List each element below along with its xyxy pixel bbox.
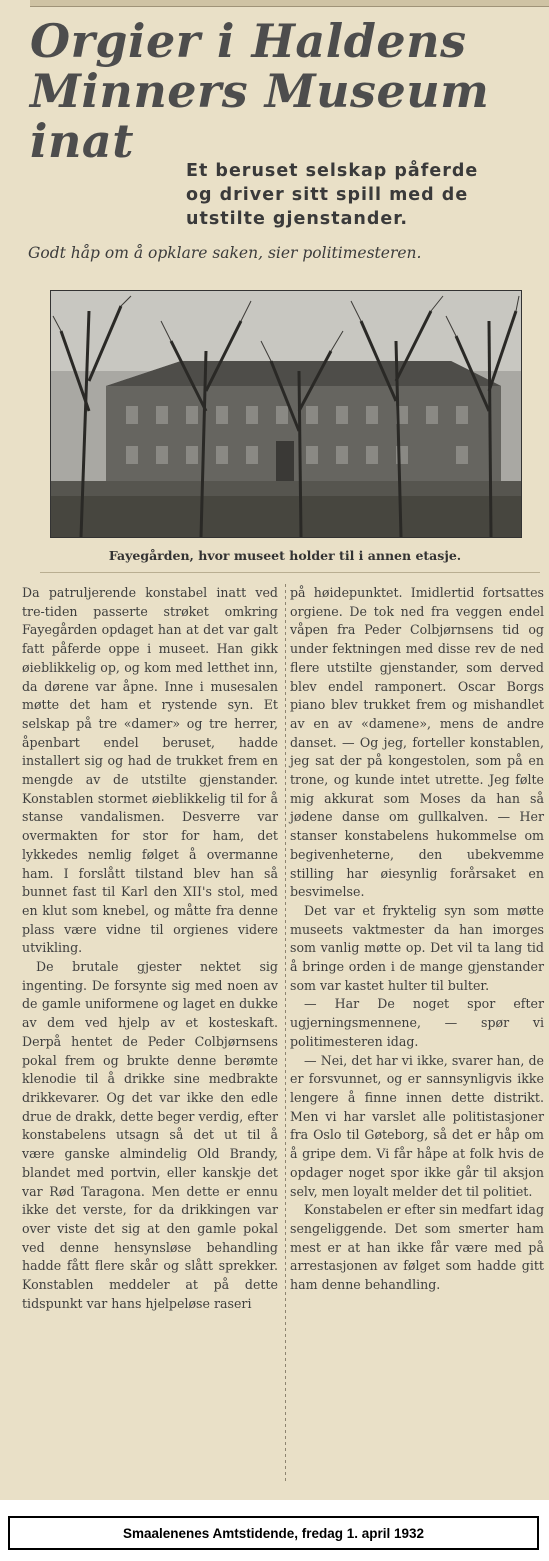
clipping-top-edge — [30, 0, 549, 7]
paragraph: — Nei, det har vi ikke, svarer han, de er forsvunnet, og er sannsynligvis ikke lengere å finne innen dette distrikt. Men vi har varslet alle politistasjoner fra Oslo til Gøteborg, så det er håp om å gripe dem. Vi får håpe at folk hvis de opdager noget spor ikke går til aksjon selv, men loyalt melder det til politiet. — [290, 1052, 544, 1199]
paragraph: Da patruljerende konstabel inatt ved tre-tiden passerte strøket omkring Fayegården opdaget han at det var galt fatt påferde oppe i museet. Han gikk øieblikkelig op, og kom med letthet inn, da dørene var åpne. Inne i musesalen møtte det ham et rystende syn. Et selskap på tre «damer» og tre herrer, åpenbart endel beruset, hadde installert sig og had de trukket frem en mengde av de utstilte gjenstander. Konstablen stormet øieblikkelig til for å stanse vandalismen. Desverre var overmakten for stor for ham, det lykkedes nemlig følget å overmanne ham. I forslått tilstand blev han så bunnet fast til Karl den XII's stol, med en klut som knebel, og måtte fra denne plass være vidne til orgienes videre utvikling. — [22, 585, 278, 956]
paragraph: — Har De noget spor efter ugjerningsmennene, — spør vi politimesteren idag. — [290, 996, 544, 1049]
deck: Godt håp om å opklare saken, sier politimesteren. — [28, 244, 422, 262]
article-column-1 — [22, 584, 278, 1313]
subheadline: Et beruset selskap påferde og driver sitt spill med de utstilte gjenstander. — [186, 161, 479, 229]
column-divider — [285, 584, 286, 1484]
building-photo — [50, 290, 522, 538]
source-footer: Smaalenenes Amtstidende, fredag 1. april 1932 — [8, 1516, 539, 1550]
photo-illustration — [51, 291, 521, 537]
photo-caption: Fayegården, hvor museet holder til i annen etasje. — [108, 548, 462, 563]
paragraph: Konstabelen er efter sin medfart idag sengeliggende. Det som smerter ham mest er at han ikke får være med på arrestasjonen av følget som hadde gitt ham denne behandling. — [290, 1202, 545, 1293]
paragraph: Det var et fryktelig syn som møtte museets vaktmester da han imorges som vanlig møtte op. Det vil ta lang tid å bringe orden i de mange gjenstander som var kastet hulter til bulter. — [290, 902, 544, 993]
headline: Orgier i Haldens Minners Museum inat — [30, 14, 490, 168]
article-column-2 — [290, 584, 544, 1295]
paragraph: De brutale gjester nektet sig ingenting. De forsynte sig med noen av de gamle uniformene og laget en dukke av dem ved hjelp av et kosteskaft. Derpå hentet de Peder Colbjørnsens pokal frem og brukte denne berømte klenodie til å drikke sine medbrakte drikkevarer. Og det var ikke den edle drue de drakk, dette beger verdig, efter konstabelens utsagn så det ut til å være ganske almindelig Old Brandy, blandet med portvin, eller kanskje det var Rød Taragona. Men dette er ennu ikke det verste, for da drikkingen var over viste det sig at den gamle pokal ved denne hensynsløse behandling hadde fått flere skår og slått sprekker. Konstablen meddeler at på dette tidspunkt var hans hjelpeløse raseri — [22, 959, 278, 1311]
divider — [40, 572, 540, 573]
paragraph: på høidepunktet. Imidlertid fortsattes orgiene. De tok ned fra veggen endel våpen fra Peder Colbjørnsens tid og under fektningen med disse rev de ned flere utstilte gjenstander, som derved blev endel ramponert. Oscar Borgs piano blev trukket frem og mishandlet av en av «damene», mens de andre danset. — Og jeg, forteller konstablen, jeg sat der på kongestolen, som på en trone, og kunde intet utrette. Jeg følte mig akkurat som Moses da han så jødene danse om gullkalven. — Her stanser konstabelens hukommelse om begivenheterne, den ubekvemme stilling har øiesynlig forårsaket en besvimelse. — [290, 585, 544, 900]
